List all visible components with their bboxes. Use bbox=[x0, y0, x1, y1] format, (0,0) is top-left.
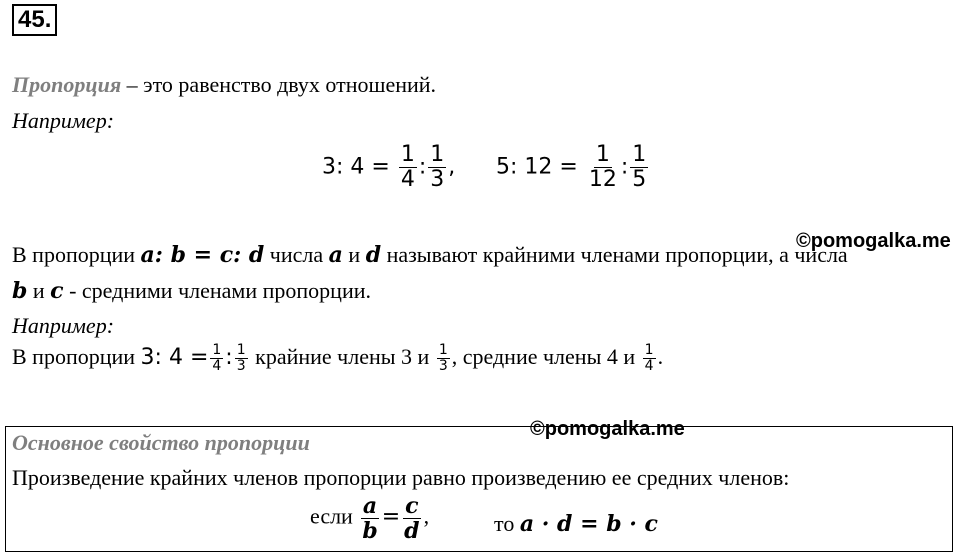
text: В пропорции bbox=[12, 343, 141, 369]
equals-sign: = bbox=[381, 504, 401, 530]
fraction bbox=[428, 143, 446, 192]
definition-line bbox=[12, 72, 436, 98]
fraction-numerator: 1 bbox=[644, 342, 654, 358]
fraction-denominator: 3 bbox=[430, 167, 445, 193]
fraction-denominator: 12 bbox=[588, 167, 617, 193]
fraction-numerator: 1 bbox=[430, 142, 445, 167]
fraction-numerator: 1 bbox=[400, 142, 415, 167]
fraction-numerator: 1 bbox=[212, 342, 222, 358]
fraction-denominator: d bbox=[404, 518, 420, 545]
fraction bbox=[210, 343, 223, 375]
text: , средние члены 4 и bbox=[451, 343, 641, 369]
fraction-denominator: 3 bbox=[438, 358, 448, 375]
fraction-numerator: c bbox=[405, 493, 419, 519]
fraction bbox=[235, 343, 248, 375]
fraction-numerator: 1 bbox=[236, 342, 246, 358]
proportion-formula: a: b = c: d bbox=[140, 242, 265, 268]
fraction bbox=[399, 143, 417, 192]
fraction-denominator: 4 bbox=[212, 358, 222, 375]
property-text: Произведение крайних членов пропорции равно произведению ее средних членов: bbox=[12, 465, 790, 490]
extremes-example-line bbox=[12, 343, 663, 375]
fraction-denominator: 3 bbox=[236, 358, 246, 375]
text: если bbox=[310, 503, 353, 529]
formula-lhs: 5: 12 = bbox=[496, 154, 578, 180]
text: . bbox=[657, 343, 664, 369]
fraction bbox=[402, 494, 421, 543]
example-formula-1 bbox=[322, 143, 455, 192]
example-label: Например: bbox=[12, 108, 115, 133]
fraction bbox=[630, 143, 648, 192]
colon: : bbox=[418, 154, 427, 180]
watermark: ©pomogalka.me bbox=[796, 230, 951, 252]
example-label-2: Например: bbox=[12, 313, 115, 338]
text: - средними членами пропорции. bbox=[63, 278, 371, 303]
fraction bbox=[437, 343, 450, 375]
definition-text: – это равенство двух отношений. bbox=[121, 72, 437, 97]
definition-term: Пропорция bbox=[12, 72, 122, 97]
extremes-line-2 bbox=[12, 278, 371, 304]
text: В пропорции bbox=[12, 242, 141, 267]
text: и bbox=[27, 278, 51, 303]
watermark: ©pomogalka.me bbox=[530, 418, 685, 440]
text: числа bbox=[264, 242, 329, 267]
text: то bbox=[494, 511, 515, 536]
extremes-line-1 bbox=[12, 242, 848, 268]
fraction-denominator: 4 bbox=[644, 358, 654, 375]
fraction bbox=[587, 143, 619, 192]
var-d: d bbox=[365, 242, 382, 268]
text: и bbox=[342, 242, 366, 267]
task-number: 45. bbox=[12, 4, 57, 36]
text: называют крайними членами пропорции, а числа bbox=[381, 242, 848, 267]
fraction-numerator: a bbox=[362, 493, 378, 519]
text: крайние члены 3 и bbox=[249, 343, 435, 369]
comma: , bbox=[423, 503, 430, 529]
colon: : bbox=[620, 154, 629, 180]
fraction-numerator: 1 bbox=[632, 142, 647, 167]
fraction-numerator: 1 bbox=[595, 142, 610, 167]
var-a: a bbox=[328, 242, 343, 268]
formula-lhs: 3: 4 = bbox=[322, 154, 390, 180]
product-formula: a · d = b · c bbox=[519, 511, 658, 537]
example-formula-2 bbox=[496, 143, 650, 192]
fraction-denominator: b bbox=[362, 518, 378, 545]
property-result bbox=[494, 511, 658, 537]
var-b: b bbox=[12, 278, 28, 304]
fraction-numerator: 1 bbox=[438, 342, 448, 358]
fraction-denominator: 5 bbox=[632, 167, 647, 193]
colon: : bbox=[225, 344, 233, 370]
property-title: Основное свойство пропорции bbox=[12, 430, 310, 455]
property-formula bbox=[310, 494, 429, 543]
comma: , bbox=[448, 154, 456, 180]
var-c: c bbox=[50, 278, 64, 304]
fraction bbox=[643, 343, 656, 375]
fraction bbox=[360, 494, 379, 543]
fraction-denominator: 4 bbox=[400, 167, 415, 193]
formula-lhs: 3: 4 = bbox=[140, 344, 209, 370]
